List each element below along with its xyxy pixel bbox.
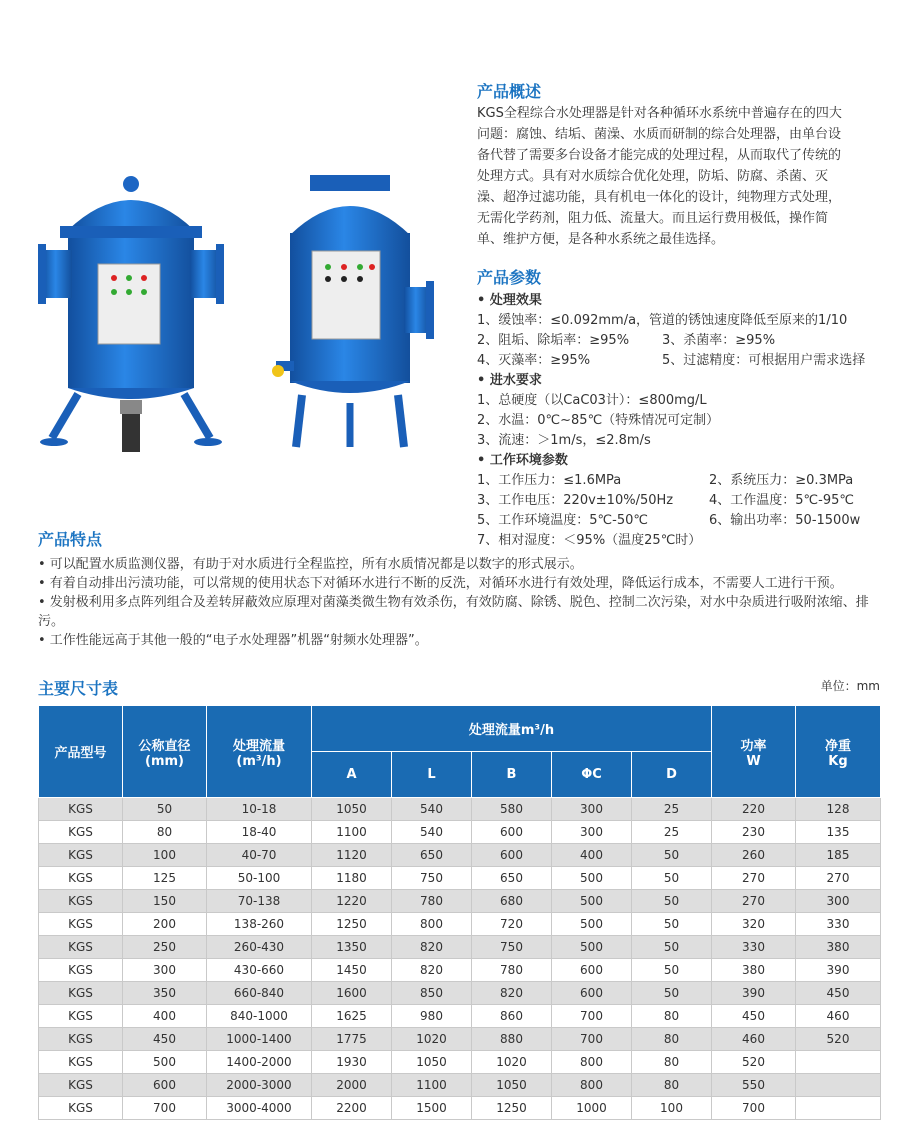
water-line: 2、水温：0℃~85℃（特殊情况可定制） (477, 413, 720, 428)
overview-title: 产品概述 (477, 82, 542, 101)
env-item: 1、工作压力：≤1.6MPa (477, 473, 622, 488)
cell-a: 1120 (312, 844, 392, 867)
cell-power: 270 (712, 890, 796, 913)
cell-d: 50 (632, 867, 712, 890)
cell-weight: 270 (796, 867, 881, 890)
overview-line: 处理方式。具有对水质综合优化处理，防垢、防腐、杀菌、灭 (477, 169, 829, 184)
cell-diameter: 150 (123, 890, 207, 913)
table-row (39, 936, 881, 959)
cell-c: 1000 (552, 1097, 632, 1120)
cell-flow: 3000-4000 (207, 1097, 312, 1120)
cell-power: 700 (712, 1097, 796, 1120)
env-line (477, 471, 897, 491)
water-line: 1、总硬度（以CaC03计）：≤800mg/L (477, 393, 707, 408)
cell-a: 2000 (312, 1074, 392, 1097)
cell-d: 25 (632, 798, 712, 821)
effect-item: 2、阻垢、除垢率：≥95% (477, 333, 630, 348)
cell-d: 50 (632, 936, 712, 959)
cell-weight: 330 (796, 913, 881, 936)
cell-model: KGS (39, 798, 123, 821)
cell-b: 860 (472, 1005, 552, 1028)
cell-b: 600 (472, 844, 552, 867)
overview-line: 无需化学药剂，阻力低、流量大。而且运行费用极低，操作简 (477, 211, 829, 226)
header-flow-label: 处理流量 (232, 738, 285, 754)
cell-diameter: 50 (123, 798, 207, 821)
cell-b: 820 (472, 982, 552, 1005)
header-c: ΦC (552, 752, 632, 798)
cell-c: 300 (552, 821, 632, 844)
effect-line (477, 331, 897, 351)
cell-d: 25 (632, 821, 712, 844)
effect-item: 5、过滤精度：可根据用户需求选择 (662, 353, 866, 368)
cell-flow: 840-1000 (207, 1005, 312, 1028)
overview-line: KGS全程综合水处理器是针对各种循环水系统中普遍存在的四大 (477, 106, 842, 121)
cell-d: 50 (632, 982, 712, 1005)
cell-flow: 70-138 (207, 890, 312, 913)
cell-a: 1250 (312, 913, 392, 936)
cell-weight: 520 (796, 1028, 881, 1051)
cell-weight (796, 1097, 881, 1120)
table-row (39, 821, 881, 844)
env-item: 6、输出功率：50-1500w (709, 513, 861, 528)
cell-d: 50 (632, 890, 712, 913)
product-image-left (38, 170, 238, 460)
cell-weight: 380 (796, 936, 881, 959)
header-diameter-unit: (mm) (145, 753, 184, 769)
cell-a: 1100 (312, 821, 392, 844)
header-b: B (472, 752, 552, 798)
cell-model: KGS (39, 1051, 123, 1074)
header-power-label: 功率 (740, 738, 767, 754)
cell-model: KGS (39, 844, 123, 867)
cell-c: 800 (552, 1074, 632, 1097)
effect-item: 3、杀菌率：≥95% (662, 333, 776, 348)
table-row (39, 844, 881, 867)
effect-line: 1、缓蚀率：≤0.092mm/a，管道的锈蚀速度降低至原来的1/10 (477, 313, 848, 328)
cell-l: 540 (392, 798, 472, 821)
cell-l: 820 (392, 959, 472, 982)
cell-model: KGS (39, 959, 123, 982)
cell-d: 80 (632, 1028, 712, 1051)
cell-l: 850 (392, 982, 472, 1005)
header-power (712, 706, 796, 798)
header-weight-unit: Kg (828, 753, 848, 769)
cell-b: 580 (472, 798, 552, 821)
cell-flow: 138-260 (207, 913, 312, 936)
cell-model: KGS (39, 867, 123, 890)
cell-l: 650 (392, 844, 472, 867)
cell-flow: 1000-1400 (207, 1028, 312, 1051)
header-l: L (392, 752, 472, 798)
cell-weight (796, 1051, 881, 1074)
cell-c: 800 (552, 1051, 632, 1074)
cell-l: 1050 (392, 1051, 472, 1074)
cell-b: 750 (472, 936, 552, 959)
table-row (39, 1005, 881, 1028)
cell-power: 550 (712, 1074, 796, 1097)
cell-power: 320 (712, 913, 796, 936)
cell-diameter: 700 (123, 1097, 207, 1120)
cell-l: 1500 (392, 1097, 472, 1120)
cell-d: 80 (632, 1051, 712, 1074)
params-block (477, 291, 897, 551)
cell-b: 1020 (472, 1051, 552, 1074)
cell-b: 780 (472, 959, 552, 982)
cell-flow: 2000-3000 (207, 1074, 312, 1097)
cell-model: KGS (39, 913, 123, 936)
effect-title: • 处理效果 (477, 293, 542, 308)
cell-flow: 18-40 (207, 821, 312, 844)
cell-c: 500 (552, 936, 632, 959)
cell-weight (796, 1074, 881, 1097)
cell-a: 2200 (312, 1097, 392, 1120)
cell-power: 270 (712, 867, 796, 890)
cell-a: 1050 (312, 798, 392, 821)
env-line: 7、相对湿度：＜95%（温度25℃时） (477, 533, 702, 548)
cell-l: 780 (392, 890, 472, 913)
cell-a: 1450 (312, 959, 392, 982)
cell-model: KGS (39, 1074, 123, 1097)
dimensions-table (38, 705, 881, 1120)
cell-flow: 40-70 (207, 844, 312, 867)
cell-diameter: 600 (123, 1074, 207, 1097)
table-row (39, 959, 881, 982)
header-a: A (312, 752, 392, 798)
env-line (477, 511, 897, 531)
cell-power: 390 (712, 982, 796, 1005)
cell-l: 1100 (392, 1074, 472, 1097)
effect-line (477, 351, 897, 371)
env-item: 3、工作电压：220v±10%/50Hz (477, 493, 674, 508)
cell-model: KGS (39, 1028, 123, 1051)
cell-diameter: 450 (123, 1028, 207, 1051)
cell-c: 500 (552, 867, 632, 890)
env-item: 5、工作环境温度：5℃-50℃ (477, 513, 648, 528)
cell-diameter: 300 (123, 959, 207, 982)
cell-flow: 10-18 (207, 798, 312, 821)
cell-weight: 128 (796, 798, 881, 821)
features-list (38, 555, 883, 650)
cell-diameter: 125 (123, 867, 207, 890)
cell-weight: 135 (796, 821, 881, 844)
cell-flow: 430-660 (207, 959, 312, 982)
cell-weight: 390 (796, 959, 881, 982)
overview-paragraph (477, 103, 887, 250)
header-diameter (123, 706, 207, 798)
feature-item: • 有着自动排出污渍功能，可以常规的使用状态下对循环水进行不断的反洗，对循环水进行有效处理，降低运行成本，不需要人工进行干预。 (38, 576, 843, 591)
cell-a: 1625 (312, 1005, 392, 1028)
cell-diameter: 100 (123, 844, 207, 867)
header-power-unit: W (746, 753, 761, 769)
cell-d: 50 (632, 913, 712, 936)
cell-b: 1250 (472, 1097, 552, 1120)
table-row (39, 1051, 881, 1074)
overview-line: 备代替了需要多台设备才能完成的处理过程，从而取代了传统的 (477, 148, 842, 163)
overview-line: 单、维护方便，是各种水系统之最佳选择。 (477, 232, 725, 247)
cell-model: KGS (39, 890, 123, 913)
table-row (39, 913, 881, 936)
cell-diameter: 400 (123, 1005, 207, 1028)
cell-b: 720 (472, 913, 552, 936)
water-title: • 进水要求 (477, 373, 542, 388)
cell-power: 260 (712, 844, 796, 867)
cell-diameter: 250 (123, 936, 207, 959)
cell-flow: 1400-2000 (207, 1051, 312, 1074)
cell-a: 1180 (312, 867, 392, 890)
overview-line: 问题：腐蚀、结垢、菌澡、水质而研制的综合处理器，由单台设 (477, 127, 842, 142)
params-title: 产品参数 (477, 268, 542, 287)
cell-d: 50 (632, 959, 712, 982)
env-item: 2、系统压力：≥0.3MPa (709, 473, 854, 488)
header-diameter-label: 公称直径 (138, 738, 191, 754)
cell-b: 880 (472, 1028, 552, 1051)
cell-d: 100 (632, 1097, 712, 1120)
cell-power: 520 (712, 1051, 796, 1074)
effect-item: 4、灭藻率：≥95% (477, 353, 591, 368)
cell-model: KGS (39, 982, 123, 1005)
product-image-right (272, 175, 442, 450)
cell-a: 1775 (312, 1028, 392, 1051)
cell-l: 980 (392, 1005, 472, 1028)
feature-item: • 工作性能远高于其他一般的“电子水处理器”机器“射频水处理器”。 (38, 633, 428, 648)
env-line (477, 491, 897, 511)
table-row (39, 1097, 881, 1120)
cell-model: KGS (39, 936, 123, 959)
env-item: 4、工作温度：5℃-95℃ (709, 493, 854, 508)
cell-power: 460 (712, 1028, 796, 1051)
cell-b: 650 (472, 867, 552, 890)
cell-power: 220 (712, 798, 796, 821)
cell-weight: 185 (796, 844, 881, 867)
table-row (39, 982, 881, 1005)
feature-item: • 发射极利用多点阵列组合及差转屏蔽效应原理对菌藻类微生物有效杀伤，有效防腐、除锈、脱色、控制二次污染，对水中杂质进行吸附浓缩、排污。 (38, 595, 869, 629)
cell-power: 330 (712, 936, 796, 959)
header-model: 产品型号 (39, 706, 123, 798)
cell-flow: 260-430 (207, 936, 312, 959)
cell-a: 1930 (312, 1051, 392, 1074)
table-row (39, 1074, 881, 1097)
cell-b: 1050 (472, 1074, 552, 1097)
cell-l: 750 (392, 867, 472, 890)
cell-c: 500 (552, 913, 632, 936)
cell-d: 50 (632, 844, 712, 867)
water-line: 3、流速：＞1m/s，≤2.8m/s (477, 433, 651, 448)
cell-c: 600 (552, 959, 632, 982)
cell-d: 80 (632, 1005, 712, 1028)
cell-diameter: 80 (123, 821, 207, 844)
cell-model: KGS (39, 821, 123, 844)
dimensions-table-body (39, 798, 881, 1120)
cell-b: 680 (472, 890, 552, 913)
cell-weight: 460 (796, 1005, 881, 1028)
header-weight (796, 706, 881, 798)
cell-d: 80 (632, 1074, 712, 1097)
dimensions-title: 主要尺寸表 (38, 679, 119, 698)
table-row (39, 890, 881, 913)
cell-a: 1220 (312, 890, 392, 913)
unit-label: 单位：mm (820, 679, 880, 693)
header-d: D (632, 752, 712, 798)
cell-b: 600 (472, 821, 552, 844)
cell-a: 1600 (312, 982, 392, 1005)
cell-power: 230 (712, 821, 796, 844)
cell-c: 500 (552, 890, 632, 913)
cell-power: 450 (712, 1005, 796, 1028)
table-row (39, 867, 881, 890)
cell-weight: 300 (796, 890, 881, 913)
cell-l: 820 (392, 936, 472, 959)
table-row (39, 798, 881, 821)
cell-c: 700 (552, 1028, 632, 1051)
cell-c: 600 (552, 982, 632, 1005)
cell-flow: 660-840 (207, 982, 312, 1005)
cell-diameter: 350 (123, 982, 207, 1005)
header-flow (207, 706, 312, 798)
cell-l: 1020 (392, 1028, 472, 1051)
cell-model: KGS (39, 1005, 123, 1028)
cell-diameter: 200 (123, 913, 207, 936)
header-flow-unit: (m³/h) (236, 753, 282, 769)
header-flow-group: 处理流量m³/h (312, 706, 712, 752)
cell-power: 380 (712, 959, 796, 982)
cell-c: 700 (552, 1005, 632, 1028)
cell-diameter: 500 (123, 1051, 207, 1074)
header-weight-label: 净重 (824, 738, 851, 754)
cell-c: 300 (552, 798, 632, 821)
cell-flow: 50-100 (207, 867, 312, 890)
cell-a: 1350 (312, 936, 392, 959)
cell-c: 400 (552, 844, 632, 867)
feature-item: • 可以配置水质监测仪器，有助于对水质进行全程监控，所有水质情况都是以数字的形式展示。 (38, 557, 583, 572)
cell-l: 800 (392, 913, 472, 936)
cell-model: KGS (39, 1097, 123, 1120)
env-title: • 工作环境参数 (477, 453, 568, 468)
overview-line: 澡、超净过滤功能，具有机电一体化的设计，纯物理方式处理， (477, 190, 842, 205)
table-row (39, 1028, 881, 1051)
features-title: 产品特点 (38, 530, 103, 549)
cell-l: 540 (392, 821, 472, 844)
cell-weight: 450 (796, 982, 881, 1005)
